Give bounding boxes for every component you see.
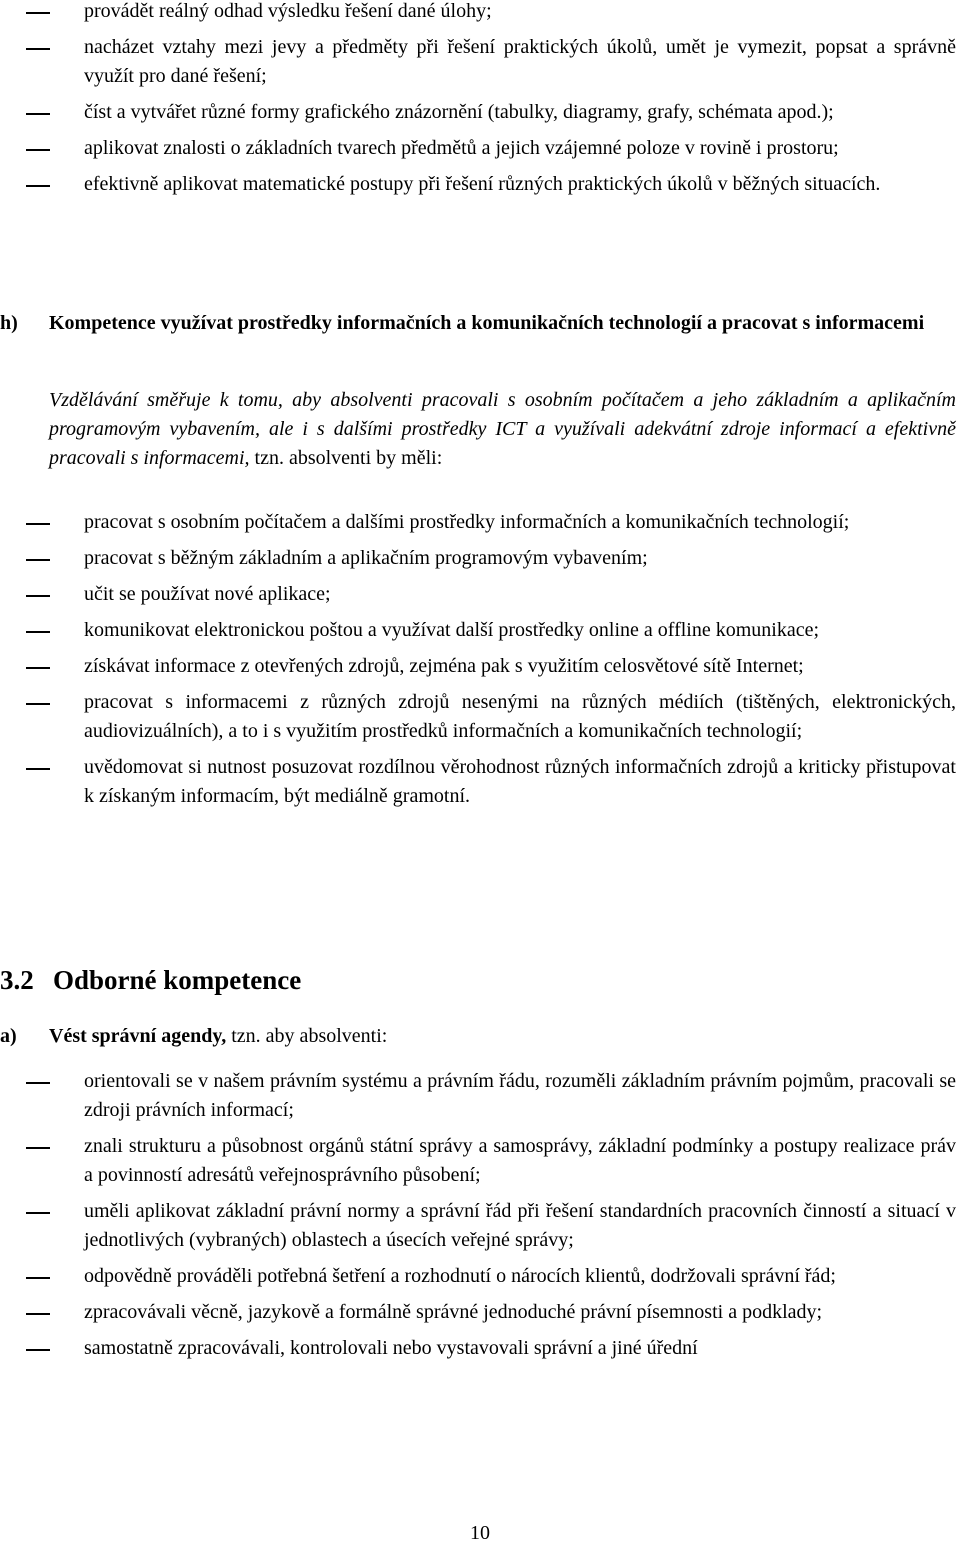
competence-h-marker: h) bbox=[0, 312, 18, 334]
list-item: pracovat s běžným základním a aplikačním programovým vybavením; bbox=[0, 544, 960, 573]
list-item: odpovědně prováděli potřebná šetření a rozhodnutí o nárocích klientů, dodržovali správní řád; bbox=[0, 1262, 960, 1291]
page-number: 10 bbox=[470, 1522, 490, 1544]
list-item: uvědomovat si nutnost posuzovat rozdílnou věrohodnost různých informačních zdrojů a kriticky přistupovat k získaným informacím, být mediálně gramotní. bbox=[0, 753, 960, 811]
section-heading bbox=[0, 962, 301, 998]
list-item: uměli aplikovat základní právní normy a správní řád při řešení standardních pracovních činností a situací v jednotlivých (vybraných) oblastech a úsecích veřejné správy; bbox=[0, 1197, 960, 1255]
subsection-a-heading bbox=[0, 1022, 960, 1051]
list-item: samostatně zpracovávali, kontrolovali nebo vystavovali správní a jiné úřední bbox=[0, 1334, 960, 1363]
list-item: získávat informace z otevřených zdrojů, zejména pak s využitím celosvětové sítě Internet; bbox=[0, 652, 960, 681]
section-title: Odborné kompetence bbox=[53, 965, 302, 995]
list-item: pracovat s informacemi z různých zdrojů nesenými na různých médiích (tištěných, elektronických, audiovizuálních), a to i s využitím prostředků informačních a komunikačních technologií; bbox=[0, 688, 960, 746]
competence-h-title: Kompetence využívat prostředky informačních a komunikačních technologií a pracovat s informacemi bbox=[49, 312, 925, 334]
list-item: číst a vytvářet různé formy grafického znázornění (tabulky, diagramy, grafy, schémata apod.); bbox=[0, 98, 960, 127]
subsection-a-title-rest: tzn. aby absolventi: bbox=[231, 1025, 388, 1047]
list-item: znali strukturu a působnost orgánů státní správy a samosprávy, základní podmínky a postupy realizace práv a povinností adresátů veřejnosprávního působení; bbox=[0, 1132, 960, 1190]
subsection-a-marker: a) bbox=[0, 1025, 17, 1047]
competence-h-intro-italic: Vzdělávání směřuje k tomu, aby absolventi pracovali s osobním počítačem a jeho základním a aplikačním programovým vybavením, ale i s dalšími prostředky ICT a využívali adekvátní zdroje informací a efektivně pracovali s informacemi, bbox=[49, 389, 956, 469]
competence-h-intro bbox=[49, 386, 956, 473]
list-item: orientovali se v našem právním systému a právním řádu, rozuměli základním právním pojmům, pracovali se zdroji právních informací; bbox=[0, 1067, 960, 1125]
competence-h-intro-normal: tzn. absolventi by měli: bbox=[254, 447, 443, 469]
list-item: zpracovávali věcně, jazykově a formálně správné jednoduché právní písemnosti a podklady; bbox=[0, 1298, 960, 1327]
subsection-a-title: Vést správní agendy, bbox=[49, 1025, 227, 1047]
skills-list-math bbox=[0, 0, 960, 206]
skills-list-admin bbox=[0, 1067, 960, 1370]
list-item: komunikovat elektronickou poštou a využívat další prostředky online a offline komunikace; bbox=[0, 616, 960, 645]
skills-list-ict bbox=[0, 508, 960, 818]
list-item: aplikovat znalosti o základních tvarech předmětů a jejich vzájemné poloze v rovině i prostoru; bbox=[0, 134, 960, 163]
section-number: 3.2 bbox=[0, 965, 34, 995]
list-item: provádět reálný odhad výsledku řešení dané úlohy; bbox=[0, 0, 960, 26]
list-item: nacházet vztahy mezi jevy a předměty při řešení praktických úkolů, umět je vymezit, popsat a správně využít pro dané řešení; bbox=[0, 33, 960, 91]
list-item: učit se používat nové aplikace; bbox=[0, 580, 960, 609]
list-item: pracovat s osobním počítačem a dalšími prostředky informačních a komunikačních technologií; bbox=[0, 508, 960, 537]
competence-h-heading bbox=[0, 309, 960, 338]
list-item: efektivně aplikovat matematické postupy při řešení různých praktických úkolů v běžných situacích. bbox=[0, 170, 960, 199]
